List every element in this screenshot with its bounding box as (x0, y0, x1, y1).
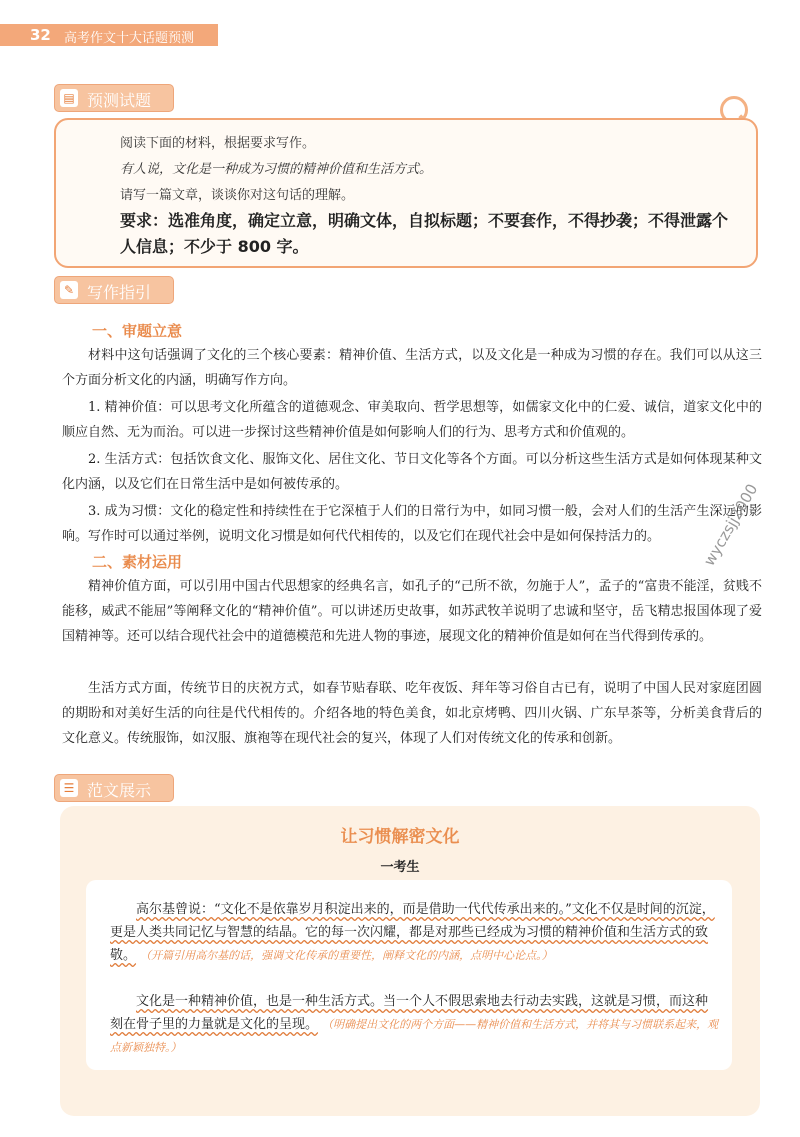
guide-paragraph-6: 生活方式方面，传统节日的庆祝方式，如春节贴春联、吃年夜饭、拜年等习俗自古已有，说明了中国人民对家庭团圆的期盼和对美好生活的向往是代代相传的。介绍各地的特色美食，如北京烤鸭、四川火锅、广东早茶等，分析美食背后的文化意义。传统服饰，如汉服、旗袍等在现代社会的复兴，体现了人们对传统文化的传承和创新。 (62, 681, 762, 746)
guide-paragraph-4: 3. 成为习惯：文化的稳定性和持续性在于它深植于人们的日常行为中，如同习惯一般，会对人们的生活产生深远的影响。写作时可以通过举例，说明文化习惯是如何代代相传的，以及它们在现代社会中是如何保持活力的。 (62, 504, 762, 544)
essay-title: 让习惯解密文化 (340, 827, 460, 847)
guide-paragraph-2: 1. 精神价值：可以思考文化所蕴含的道德观念、审美取向、哲学思想等，如儒家文化中的仁爱、诚信，道家文化中的顺应自然、无为而治。可以进一步探讨这些精神价值是如何影响人们的行为、思考方式和价值观的。 (62, 400, 762, 440)
prediction-tag (54, 84, 174, 112)
watermark: wyczsjj2000 (700, 480, 762, 569)
essay-author: 一考生 (380, 860, 420, 875)
section-heading-1: 一、审题立意 (92, 322, 183, 340)
essay-paragraph-2-text: 文化是一种精神价值，也是一种生活方式。当一个人不假思索地去行动去实践，这就是习惯，而这种刻在骨子里的力量就是文化的呈现。 (110, 994, 709, 1032)
essay-paragraph-1-text: 高尔基曾说：“文化不是依靠岁月积淀出来的，而是借助一代代传承出来的。”文化不仅是时间的沉淀，更是人类共同记忆与智慧的结晶。它的每一次闪耀，都是对那些已经成为习惯的精神价值和生活方式的致敬。 (110, 902, 715, 963)
book-icon: ▤ (60, 89, 78, 107)
guide-paragraph-1: 材料中这句话强调了文化的三个核心要素：精神价值、生活方式，以及文化是一种成为习惯的存在。我们可以从这三个方面分析文化的内涵，明确写作方向。 (62, 348, 762, 388)
prediction-label: 预测试题 (87, 91, 152, 110)
book-title: 高考作文十大话题预测 (64, 31, 195, 46)
page-number: 32 (30, 26, 51, 44)
guide-paragraph-5: 精神价值方面，可以引用中国古代思想家的经典名言，如孔子的“己所不欲，勿施于人”，孟子的“富贵不能淫，贫贱不能移，威武不能屈”等阐释文化的“精神价值”。可以讲述历史故事，如苏武牧羊说明了忠诚和坚守，岳飞精忠报国体现了爱国精神等。还可以结合现代社会中的道德模范和先进人物的事迹，展现文化的精神价值是如何在当代得到传承的。 (62, 579, 762, 644)
guide-tag (54, 276, 174, 304)
example-tag (54, 774, 174, 802)
task-line-3: 请写一篇文章，谈谈你对这句话的理解。 (120, 188, 355, 203)
document-icon: ☰ (60, 779, 78, 797)
task-requirement: 要求：选准角度，确定立意，明确文体，自拟标题；不要套作，不得抄袭；不得泄露个人信息；不少于 800 字。 (120, 211, 729, 256)
guide-label: 写作指引 (87, 283, 152, 302)
task-box (54, 118, 758, 268)
pencil-icon: ✎ (60, 281, 78, 299)
page-header (0, 24, 218, 46)
essay-comment-1: （开篇引用高尔基的话，强调文化传承的重要性，阐释文化的内涵，点明中心论点。） (140, 949, 553, 962)
essay-comment-2: （明确提出文化的两个方面——精神价值和生活方式，并将其与习惯联系起来，观点新颖独特。） (110, 1018, 719, 1054)
essay-paragraph-1 (110, 898, 720, 967)
example-label: 范文展示 (87, 781, 152, 800)
task-line-1: 阅读下面的材料，根据要求写作。 (120, 136, 316, 151)
essay-paragraph-2 (110, 990, 720, 1059)
task-line-2: 有人说，文化是一种成为习惯的精神价值和生活方式。 (120, 162, 433, 177)
section-heading-2: 二、素材运用 (92, 553, 183, 571)
guide-paragraph-3: 2. 生活方式：包括饮食文化、服饰文化、居住文化、节日文化等各个方面。可以分析这些生活方式是如何体现某种文化内涵，以及它们在日常生活中是如何被传承的。 (62, 452, 762, 492)
